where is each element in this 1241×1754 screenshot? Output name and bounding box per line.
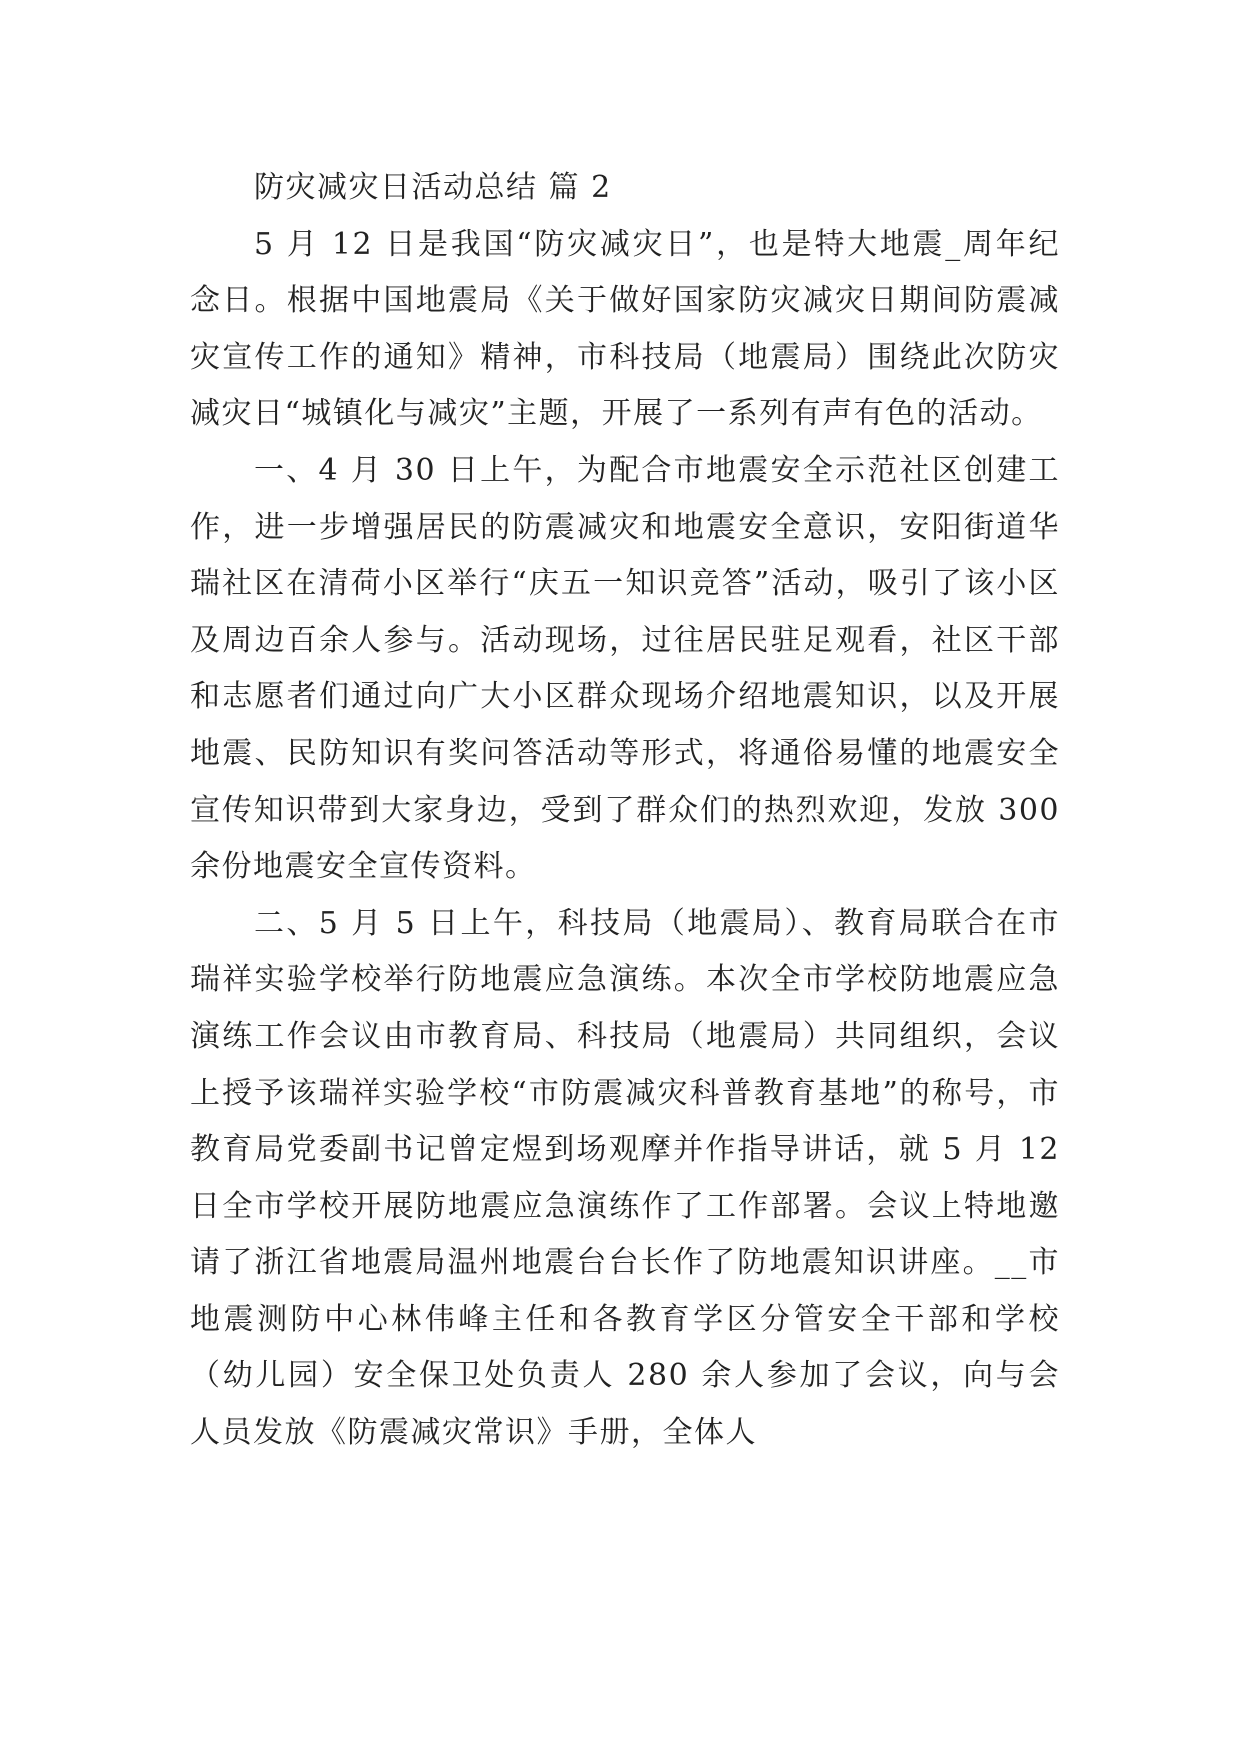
document-title: 防灾减灾日活动总结 篇 2 — [254, 170, 612, 205]
document-body — [190, 160, 1060, 1462]
paragraph-intro: 5 月 12 日是我国“防灾减灾日”，也是特大地震_周年纪念日。根据中国地震局《关于做好国家防灾减灾日期间防震减灾宣传工作的通知》精神，市科技局（地震局）围绕此次防灾减灾日“城镇化与减灾”主题，开展了一系列有声有色的活动。 — [190, 226, 1060, 432]
paragraph-section-two: 二、5 月 5 日上午，科技局（地震局）、教育局联合在市瑞祥实验学校举行防地震应急演练。本次全市学校防地震应急演练工作会议由市教育局、科技局（地震局）共同组织，会议上授予该瑞祥实验学校“市防震减灾科普教育基地”的称号，市教育局党委副书记曾定煜到场观摩并作指导讲话，就 5 月 12 日全市学校开展防地震应急演练作了工作部署。会议上特地邀请了浙江省地震局温州地震台台长作了防地震知识讲座。__市地震测防中心林伟峰主任和各教育学区分管安全干部和学校（幼儿园）安全保卫处负责人 280 余人参加了会议，向与会人员发放《防震减灾常识》手册，全体人 — [190, 905, 1060, 1451]
paragraph-section-one: 一、4 月 30 日上午，为配合市地震安全示范社区创建工作，进一步增强居民的防震减灾和地震安全意识，安阳街道华瑞社区在清荷小区举行“庆五一知识竞答”活动，吸引了该小区及周边百余人参与。活动现场，过往居民驻足观看，社区干部和志愿者们通过向广大小区群众现场介绍地震知识，以及开展地震、民防知识有奖问答活动等形式，将通俗易懂的地震安全宣传知识带到大家身边，受到了群众们的热烈欢迎，发放 300 余份地震安全宣传资料。 — [190, 452, 1060, 885]
